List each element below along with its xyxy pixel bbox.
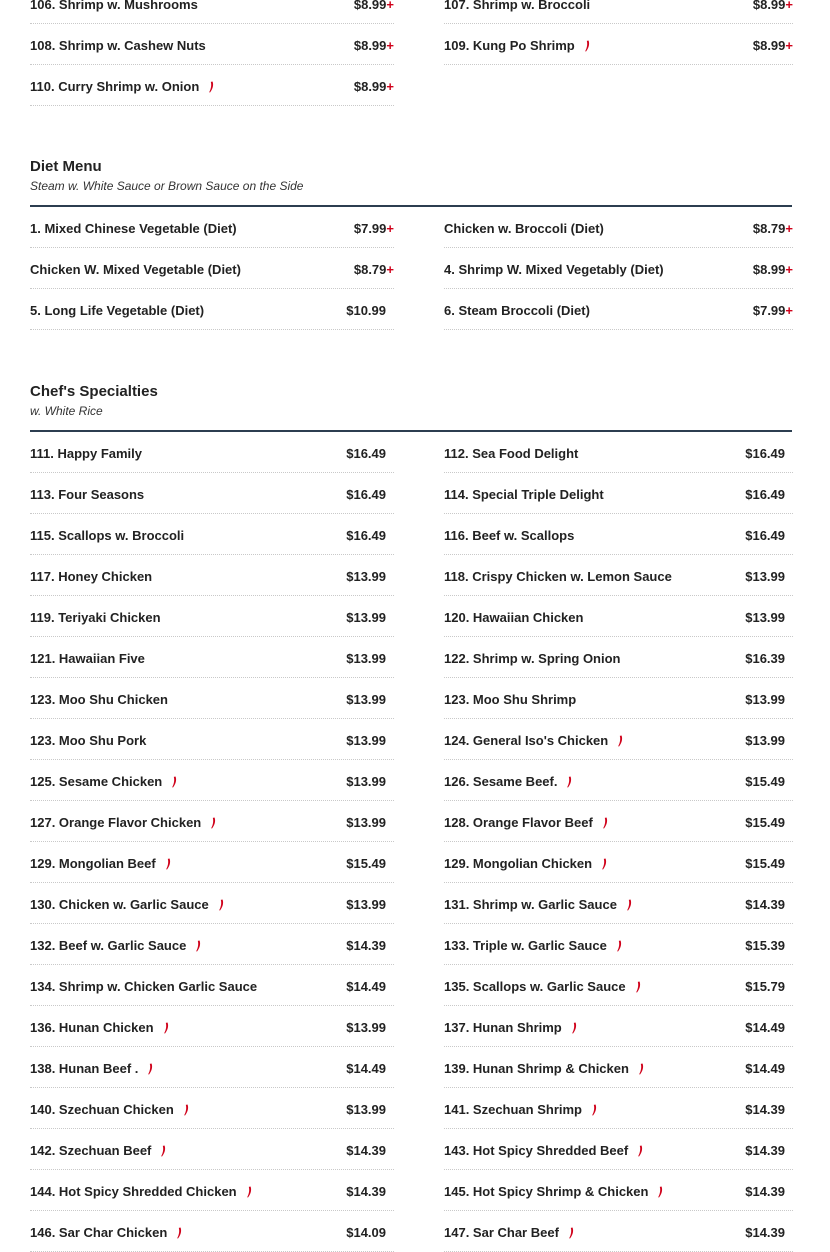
menu-item[interactable] <box>30 1088 394 1129</box>
menu-item-name <box>444 446 578 461</box>
menu-item-price-text: $14.39 <box>745 1102 785 1117</box>
menu-item[interactable] <box>444 924 793 965</box>
menu-item[interactable] <box>30 432 394 473</box>
menu-item-price <box>346 692 386 707</box>
menu-item-price <box>354 38 394 53</box>
menu-item[interactable] <box>30 719 394 760</box>
chili-pepper-icon <box>601 817 608 832</box>
menu-item[interactable] <box>30 883 394 924</box>
menu-item-price <box>354 0 394 12</box>
menu-item-name <box>30 610 161 625</box>
menu-item-price <box>745 1143 785 1158</box>
menu-item-name <box>30 262 241 277</box>
menu-item-price <box>346 651 386 666</box>
menu-item[interactable] <box>30 596 394 637</box>
menu-item[interactable] <box>444 289 793 330</box>
menu-item-name-text: 129. Mongolian Beef <box>30 856 156 871</box>
menu-item[interactable] <box>444 1047 793 1088</box>
plus-sign-icon[interactable]: + <box>785 0 793 12</box>
menu-item-price <box>745 569 785 584</box>
menu-item-name <box>444 856 607 873</box>
chili-pepper-icon <box>590 1104 597 1119</box>
chili-pepper-icon <box>164 858 171 873</box>
menu-item-name-text: 5. Long Life Vegetable (Diet) <box>30 303 205 318</box>
chili-pepper-icon <box>637 1063 644 1078</box>
menu-item-name-text: 119. Teriyaki Chicken <box>30 610 161 625</box>
menu-item[interactable] <box>444 965 793 1006</box>
menu-item[interactable] <box>30 801 394 842</box>
menu-item-name <box>30 979 257 994</box>
menu-item[interactable] <box>30 1211 394 1252</box>
menu-item-price <box>346 938 386 953</box>
menu-item-price-text: $13.99 <box>346 1102 386 1117</box>
menu-item-price <box>745 692 785 707</box>
menu-item-name-text: 137. Hunan Shrimp <box>444 1020 562 1035</box>
menu-item-name-text: 128. Orange Flavor Beef <box>444 815 593 830</box>
plus-sign-icon[interactable]: + <box>386 262 394 277</box>
menu-item-name <box>444 1143 643 1160</box>
chili-pepper-icon <box>245 1186 252 1201</box>
menu-item-name <box>444 1184 663 1201</box>
chili-pepper-icon <box>656 1186 663 1201</box>
menu-item-price <box>745 1184 785 1199</box>
menu-item-name <box>444 815 608 832</box>
menu-item-price-text: $13.99 <box>745 610 785 625</box>
menu-item-price-text: $16.49 <box>346 446 386 461</box>
menu-item[interactable] <box>30 1006 394 1047</box>
menu-item-price <box>346 610 386 625</box>
menu-item[interactable] <box>444 24 793 65</box>
menu-item[interactable] <box>444 1211 793 1252</box>
menu-item[interactable] <box>444 719 793 760</box>
menu-item-price-text: $13.99 <box>346 733 386 748</box>
menu-item-name <box>30 0 198 12</box>
menu-item-name <box>30 569 152 584</box>
menu-item-price-text: $14.49 <box>745 1020 785 1035</box>
menu-item[interactable] <box>444 801 793 842</box>
menu-item-name-text: 111. Happy Family <box>30 446 143 461</box>
menu-item-price-text: $15.49 <box>745 856 785 871</box>
menu-item-name-text: 110. Curry Shrimp w. Onion <box>30 79 200 94</box>
menu-item-price-text: $7.99 <box>353 221 387 236</box>
menu-item-name-text: 123. Moo Shu Chicken <box>30 692 168 707</box>
menu-item-price <box>346 487 386 502</box>
menu-item-name-text: 123. Moo Shu Pork <box>30 733 147 748</box>
menu-item[interactable] <box>30 248 394 289</box>
menu-item[interactable] <box>444 842 793 883</box>
menu-item-price <box>753 38 793 53</box>
menu-item-name <box>30 221 237 236</box>
menu-item-name <box>444 262 664 277</box>
menu-item-name-text: Chicken W. Mixed Vegetable (Diet) <box>30 262 241 277</box>
menu-item-price <box>745 979 785 994</box>
menu-item-price <box>745 1061 785 1076</box>
chili-pepper-icon <box>616 735 623 750</box>
menu-item-price-text: $13.99 <box>346 897 386 912</box>
menu-item-price <box>745 610 785 625</box>
menu-item-name <box>444 692 576 707</box>
menu-item-price-text: $15.49 <box>745 774 785 789</box>
menu-item-name-text: 114. Special Triple Delight <box>444 487 604 502</box>
menu-item-name <box>30 692 168 707</box>
menu-item-price <box>753 262 793 277</box>
menu-item[interactable] <box>30 924 394 965</box>
menu-item-name <box>444 1061 644 1078</box>
menu-item-price-text: $14.09 <box>346 1225 386 1240</box>
menu-item-name-text: 107. Shrimp w. Broccoli <box>444 0 591 12</box>
menu-item-price <box>346 446 386 461</box>
menu-item-price <box>346 774 386 789</box>
menu-item-name-text: 117. Honey Chicken <box>30 569 153 584</box>
menu-item-name <box>444 1102 597 1119</box>
menu-item-price-text: $8.99 <box>353 79 387 94</box>
menu-item[interactable] <box>444 207 793 248</box>
menu-item-name <box>444 897 632 914</box>
menu-item-price <box>346 1061 386 1076</box>
menu-item-name <box>30 1225 182 1242</box>
chili-pepper-icon <box>217 899 224 914</box>
menu-item-name-text: 116. Beef w. Scallops <box>444 528 575 543</box>
menu-item-name <box>30 79 214 96</box>
menu-item-price <box>346 528 386 543</box>
menu-item-price-text: $13.99 <box>346 774 386 789</box>
menu-item-price-text: $8.99 <box>353 0 387 12</box>
chili-pepper-icon <box>209 817 216 832</box>
menu-item-price-text: $14.39 <box>346 938 386 953</box>
menu-item[interactable] <box>444 883 793 924</box>
menu-item-price-text: $13.99 <box>346 1020 386 1035</box>
menu-item-name-text: 134. Shrimp w. Chicken Garlic Sauce <box>30 979 258 994</box>
menu-item-name-text: 4. Shrimp W. Mixed Vegetably (Diet) <box>444 262 664 277</box>
chili-pepper-icon <box>565 776 572 791</box>
menu-item-name <box>444 303 590 318</box>
chili-pepper-icon <box>636 1145 643 1160</box>
menu-item-name <box>30 938 201 955</box>
menu-item[interactable] <box>444 432 793 473</box>
menu-item-price-text: $14.39 <box>745 1143 785 1158</box>
menu-item-price <box>745 1102 785 1117</box>
menu-item-name-text: 125. Sesame Chicken <box>30 774 163 789</box>
menu-item-name-text: Chicken w. Broccoli (Diet) <box>444 221 604 236</box>
menu-item-price-text: $14.39 <box>346 1184 386 1199</box>
menu-item-price <box>346 569 386 584</box>
menu-item-name-text: 147. Sar Char Beef <box>444 1225 559 1240</box>
menu-item-price-text: $13.99 <box>745 569 785 584</box>
menu-item-price-text: $14.49 <box>346 979 386 994</box>
menu-item-price-text: $13.99 <box>346 692 386 707</box>
menu-item-price-text: $8.79 <box>353 262 387 277</box>
menu-item-price-text: $14.49 <box>346 1061 386 1076</box>
menu-item-name <box>30 1184 252 1201</box>
menu-item-price <box>745 528 785 543</box>
plus-sign-icon[interactable]: + <box>785 221 793 236</box>
menu-item-name <box>444 569 672 584</box>
menu-item-name-text: 133. Triple w. Garlic Sauce <box>444 938 607 953</box>
menu-item-price-text: $8.99 <box>752 38 786 53</box>
menu-item-price-text: $15.79 <box>745 979 785 994</box>
menu-item[interactable] <box>30 207 394 248</box>
menu-item-price-text: $14.49 <box>745 1061 785 1076</box>
menu-item-name <box>30 528 184 543</box>
menu-item-name-text: 122. Shrimp w. Spring Onion <box>444 651 621 666</box>
menu-item-name <box>444 221 604 236</box>
menu-item-price-text: $7.99 <box>752 303 786 318</box>
menu-item-name-text: 139. Hunan Shrimp & Chicken <box>444 1061 629 1076</box>
menu-item-name-text: 1. Mixed Chinese Vegetable (Diet) <box>30 221 237 236</box>
menu-item-price <box>745 938 785 953</box>
menu-item-price-text: $8.79 <box>752 221 786 236</box>
chili-pepper-icon <box>175 1227 182 1242</box>
menu-item-name-text: 130. Chicken w. Garlic Sauce <box>30 897 209 912</box>
menu-item-name-text: 121. Hawaiian Five <box>30 651 145 666</box>
menu-item-price <box>745 774 785 789</box>
menu-item[interactable] <box>30 473 394 514</box>
chili-pepper-icon <box>634 981 641 996</box>
menu-item[interactable] <box>444 514 793 555</box>
menu-item-name <box>444 610 583 625</box>
menu-item-price-text: $16.49 <box>346 528 386 543</box>
menu-item-price <box>346 1020 386 1035</box>
plus-sign-icon[interactable]: + <box>386 0 394 12</box>
menu-item-name-text: 123. Moo Shu Shrimp <box>444 692 577 707</box>
menu-item-name <box>444 979 641 996</box>
menu-item-name-text: 141. Szechuan Shrimp <box>444 1102 582 1117</box>
menu-item-name-text: 108. Shrimp w. Cashew Nuts <box>30 38 206 53</box>
menu-item-name <box>30 856 171 873</box>
menu-item-price-text: $8.99 <box>752 0 786 12</box>
chili-pepper-icon <box>615 940 622 955</box>
menu-item-name <box>30 1143 166 1160</box>
menu-item[interactable] <box>30 1129 394 1170</box>
chili-pepper-icon <box>567 1227 574 1242</box>
menu-item[interactable] <box>30 514 394 555</box>
menu-item-price <box>346 733 386 748</box>
menu-item-name <box>30 1020 169 1037</box>
chef-specialties-subtitle: w. White Rice <box>30 404 103 418</box>
menu-item-name <box>30 303 204 318</box>
menu-item-name-text: 144. Hot Spicy Shredded Chicken <box>30 1184 237 1199</box>
menu-item[interactable] <box>30 65 394 106</box>
menu-item-name <box>30 897 224 914</box>
menu-item-name-text: 126. Sesame Beef. <box>444 774 558 789</box>
chef-specialties-title: Chef's Specialties <box>30 383 158 400</box>
menu-item-name-text: 113. Four Seasons <box>30 487 145 502</box>
menu-item[interactable] <box>30 760 394 801</box>
menu-item-price-text: $15.49 <box>745 815 785 830</box>
menu-item[interactable] <box>30 289 394 330</box>
menu-item-price <box>745 1020 785 1035</box>
menu-item-price-text: $16.49 <box>346 487 386 502</box>
menu-item-name <box>30 733 146 748</box>
menu-item-price-text: $15.49 <box>346 856 386 871</box>
menu-item[interactable] <box>30 0 394 24</box>
chili-pepper-icon <box>625 899 632 914</box>
menu-item-name <box>444 1225 574 1242</box>
plus-sign-icon[interactable]: + <box>785 262 793 277</box>
menu-item-price <box>346 815 386 830</box>
chili-pepper-icon <box>159 1145 166 1160</box>
menu-item[interactable] <box>444 596 793 637</box>
chili-pepper-icon <box>600 858 607 873</box>
menu-item-price <box>346 1102 386 1117</box>
menu-item-name-text: 138. Hunan Beef . <box>30 1061 139 1076</box>
menu-item-price <box>346 1184 386 1199</box>
menu-item-name-text: 115. Scallops w. Broccoli <box>30 528 185 543</box>
menu-item-price-text: $16.49 <box>745 446 785 461</box>
menu-item[interactable] <box>444 760 793 801</box>
chili-pepper-icon <box>162 1022 169 1037</box>
menu-item[interactable] <box>30 1047 394 1088</box>
menu-item-price <box>745 815 785 830</box>
menu-item-name-text: 127. Orange Flavor Chicken <box>30 815 202 830</box>
menu-item[interactable] <box>444 637 793 678</box>
menu-item-name <box>30 774 177 791</box>
diet-menu-subtitle: Steam w. White Sauce or Brown Sauce on the Side <box>30 179 304 193</box>
menu-item-name <box>444 774 572 791</box>
menu-item-name-text: 135. Scallops w. Garlic Sauce <box>444 979 626 994</box>
menu-item-price <box>354 79 394 94</box>
menu-item-name-text: 106. Shrimp w. Mushrooms <box>30 0 198 12</box>
menu-item-price-text: $13.99 <box>745 692 785 707</box>
chili-pepper-icon <box>570 1022 577 1037</box>
menu-item[interactable] <box>444 1088 793 1129</box>
menu-item[interactable] <box>444 1129 793 1170</box>
menu-item-name-text: 124. General Iso's Chicken <box>444 733 609 748</box>
menu-item-price <box>745 446 785 461</box>
chili-pepper-icon <box>194 940 201 955</box>
menu-item-price-text: $8.99 <box>752 262 786 277</box>
menu-item-price <box>346 856 386 871</box>
menu-item-price <box>354 262 394 277</box>
plus-sign-icon[interactable]: + <box>386 38 394 53</box>
menu-item-name-text: 131. Shrimp w. Garlic Sauce <box>444 897 617 912</box>
menu-item-price <box>753 0 793 12</box>
menu-item-name <box>30 815 216 832</box>
menu-item-price <box>346 303 386 318</box>
menu-item[interactable] <box>30 637 394 678</box>
menu-item-price <box>346 979 386 994</box>
menu-item[interactable] <box>30 965 394 1006</box>
menu-item-name-text: 142. Szechuan Beef <box>30 1143 152 1158</box>
menu-item-price <box>753 303 793 318</box>
menu-item-price <box>745 651 785 666</box>
menu-item-price <box>745 856 785 871</box>
menu-item-price-text: $13.99 <box>346 651 386 666</box>
plus-sign-icon[interactable]: + <box>386 79 394 94</box>
menu-item-price <box>346 1143 386 1158</box>
menu-item-price-text: $8.99 <box>353 38 387 53</box>
menu-item-name-text: 145. Hot Spicy Shrimp & Chicken <box>444 1184 649 1199</box>
menu-item-price-text: $16.49 <box>745 487 785 502</box>
menu-item-price-text: $10.99 <box>346 303 386 318</box>
menu-item-name-text: 129. Mongolian Chicken <box>444 856 593 871</box>
plus-sign-icon[interactable]: + <box>785 303 793 318</box>
plus-sign-icon[interactable]: + <box>386 221 394 236</box>
menu-item[interactable] <box>444 248 793 289</box>
menu-item[interactable] <box>444 1006 793 1047</box>
menu-item-name-text: 132. Beef w. Garlic Sauce <box>30 938 187 953</box>
menu-item-price-text: $14.39 <box>745 897 785 912</box>
menu-item-price-text: $13.99 <box>346 569 386 584</box>
chili-pepper-icon <box>170 776 177 791</box>
menu-item[interactable] <box>30 842 394 883</box>
menu-item-price-text: $15.39 <box>745 938 785 953</box>
menu-item-name <box>30 487 144 502</box>
chili-pepper-icon <box>182 1104 189 1119</box>
menu-item-name-text: 120. Hawaiian Chicken <box>444 610 584 625</box>
menu-item-name <box>30 38 206 53</box>
menu-item-name <box>444 528 574 543</box>
menu-item-price-text: $14.39 <box>745 1225 785 1240</box>
menu-item-price-text: $13.99 <box>346 815 386 830</box>
menu-item-name-text: 146. Sar Char Chicken <box>30 1225 168 1240</box>
menu-item-name <box>444 1020 577 1037</box>
menu-item-price <box>745 487 785 502</box>
menu-item-price-text: $16.39 <box>745 651 785 666</box>
menu-item-price <box>346 897 386 912</box>
plus-sign-icon[interactable]: + <box>785 38 793 53</box>
diet-menu-title: Diet Menu <box>30 158 102 175</box>
menu-item-name <box>444 487 604 502</box>
menu-item-name <box>444 0 590 12</box>
chili-pepper-icon <box>146 1063 153 1078</box>
menu-item-name-text: 118. Crispy Chicken w. Lemon Sauce <box>444 569 672 584</box>
menu-item-name <box>444 651 620 666</box>
menu-item-price-text: $14.39 <box>346 1143 386 1158</box>
menu-item-name-text: 112. Sea Food Delight <box>444 446 579 461</box>
menu-item-price-text: $16.49 <box>745 528 785 543</box>
menu-item[interactable] <box>444 678 793 719</box>
menu-item-name-text: 136. Hunan Chicken <box>30 1020 154 1035</box>
chili-pepper-icon <box>207 81 214 96</box>
menu-item[interactable] <box>30 678 394 719</box>
menu-item-price-text: $14.39 <box>745 1184 785 1199</box>
menu-item-name-text: 109. Kung Po Shrimp <box>444 38 575 53</box>
menu-item-name <box>30 446 142 461</box>
menu-item-name <box>444 38 590 55</box>
menu-item[interactable] <box>30 24 394 65</box>
menu-item[interactable] <box>444 0 793 24</box>
menu-item-name-text: 143. Hot Spicy Shredded Beef <box>444 1143 629 1158</box>
menu-item[interactable] <box>444 473 793 514</box>
menu-item-name <box>30 651 145 666</box>
menu-item[interactable] <box>30 555 394 596</box>
menu-item-price <box>745 897 785 912</box>
menu-item-name-text: 6. Steam Broccoli (Diet) <box>444 303 590 318</box>
menu-item[interactable] <box>30 1170 394 1211</box>
menu-item-price <box>745 733 785 748</box>
menu-item-name <box>30 1061 153 1078</box>
menu-item-name-text: 140. Szechuan Chicken <box>30 1102 174 1117</box>
chili-pepper-icon <box>583 40 590 55</box>
menu-item-name <box>444 733 623 750</box>
menu-item-price-text: $13.99 <box>346 610 386 625</box>
menu-item-name <box>30 1102 189 1119</box>
menu-item[interactable] <box>444 555 793 596</box>
menu-item[interactable] <box>444 1170 793 1211</box>
menu-item-price-text: $13.99 <box>745 733 785 748</box>
menu-item-price <box>354 221 394 236</box>
menu-item-name <box>444 938 622 955</box>
menu-item-price <box>753 221 793 236</box>
